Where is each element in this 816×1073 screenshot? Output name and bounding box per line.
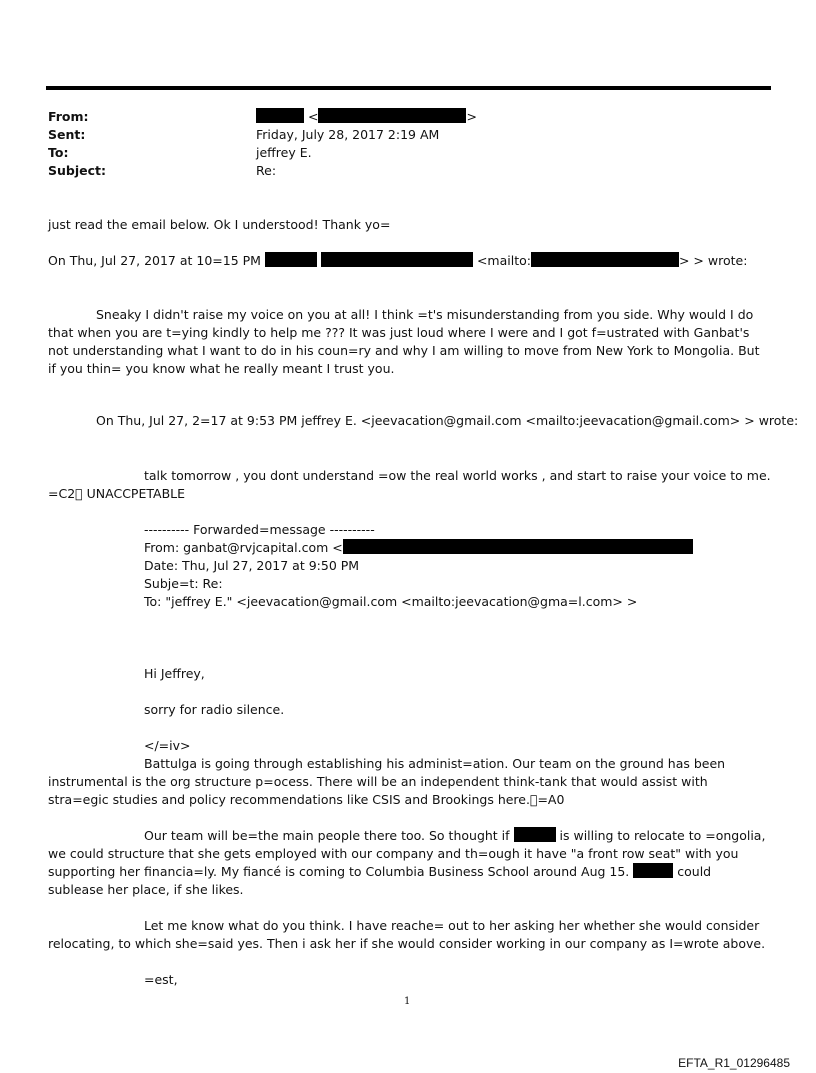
paragraph-let-me-know: Let me know what do you think. I have reache= out to her asking her whether she would consider relocating, to which she=said yes. Then i ask her if she would consider working in our company as I=wrote above. xyxy=(48,918,766,951)
to-label: To: xyxy=(48,145,69,160)
paragraph-relocation: Our team will be=the main people there too. So thought if is willing to relocate to =ongolia, we could structure that she gets employed with our company and th=ough it have "a front row seat" with you supporting her financia=ly. My fiancé is coming to Columbia Business School around Aug 15. could sublease her place, if she likes. xyxy=(48,828,766,897)
paragraph-jeffrey-line2: =C2  UNACCPETABLE xyxy=(48,486,186,501)
redaction-box xyxy=(318,108,466,123)
greeting: Hi Jeffrey, xyxy=(144,666,205,681)
apology-line: sorry for radio silence. xyxy=(144,702,285,717)
subject-value: Re: xyxy=(256,163,277,178)
quote-intro-1: On Thu, Jul 27, 2017 at 10=15 PM <mailto: > > wrote: xyxy=(48,253,748,268)
closing: =est, xyxy=(144,972,178,987)
sent-label: Sent: xyxy=(48,127,86,142)
page-number: 1 xyxy=(404,996,411,1007)
subject-label: Subject: xyxy=(48,163,106,178)
quote-intro-2: On Thu, Jul 27, 2=17 at 9:53 PM jeffrey E. <jeevacation@gmail.com <mailto:jeevacation@gmail.com> > wrote: xyxy=(96,413,799,428)
redaction-box xyxy=(343,539,693,554)
redaction-box xyxy=(321,252,473,267)
div-tag-text: </=iv> xyxy=(144,738,191,753)
forwarded-from: From: ganbat@rvjcapital.com < xyxy=(144,539,693,557)
redaction-box xyxy=(514,827,556,842)
redaction-box xyxy=(265,252,317,267)
forwarded-to: To: "jeffrey E." <jeevacation@gmail.com <mailto:jeevacation@gma=l.com> > xyxy=(144,594,638,609)
redaction-box xyxy=(531,252,679,267)
redaction-box xyxy=(633,863,673,878)
reply-line: just read the email below. Ok I understood! Thank yo= xyxy=(48,217,391,232)
from-value: < > xyxy=(256,108,477,126)
to-value: jeffrey E. xyxy=(256,145,312,160)
paragraph-administration: Battulga is going through establishing his administ=ation. Our team on the ground has been instrumental is the org structure p=ocess. There will be an independent think-tank that would assist with stra=egic studies and policy recommendations like CSIS and Brookings here. =A0 xyxy=(48,756,726,807)
paragraph-jeffrey-line1: talk tomorrow , you dont understand =ow the real world works , and start to raise your voice to me. xyxy=(144,468,771,483)
from-label: From: xyxy=(48,109,89,124)
forwarded-date: Date: Thu, Jul 27, 2017 at 9:50 PM xyxy=(144,558,360,573)
paragraph-reply: Sneaky I didn't raise my voice on you at all! I think =t's misunderstanding from you side. Why would I do that when you are t=ying kindly to help me ??? It was just loud where I were and I got f=ustrated with Ganbat's not understanding what I want to do in his coun=ry and why I am willing to move from New York to Mongolia. But if you thin= you know what he really meant I trust you. xyxy=(48,307,760,376)
sent-value: Friday, July 28, 2017 2:19 AM xyxy=(256,127,440,142)
header-rule xyxy=(46,86,771,90)
redaction-box xyxy=(256,108,304,123)
forwarded-separator: ---------- Forwarded=message ---------- xyxy=(144,522,375,537)
forwarded-subject: Subje=t: Re: xyxy=(144,576,223,591)
bates-number: EFTA_R1_01296485 xyxy=(678,1056,790,1070)
